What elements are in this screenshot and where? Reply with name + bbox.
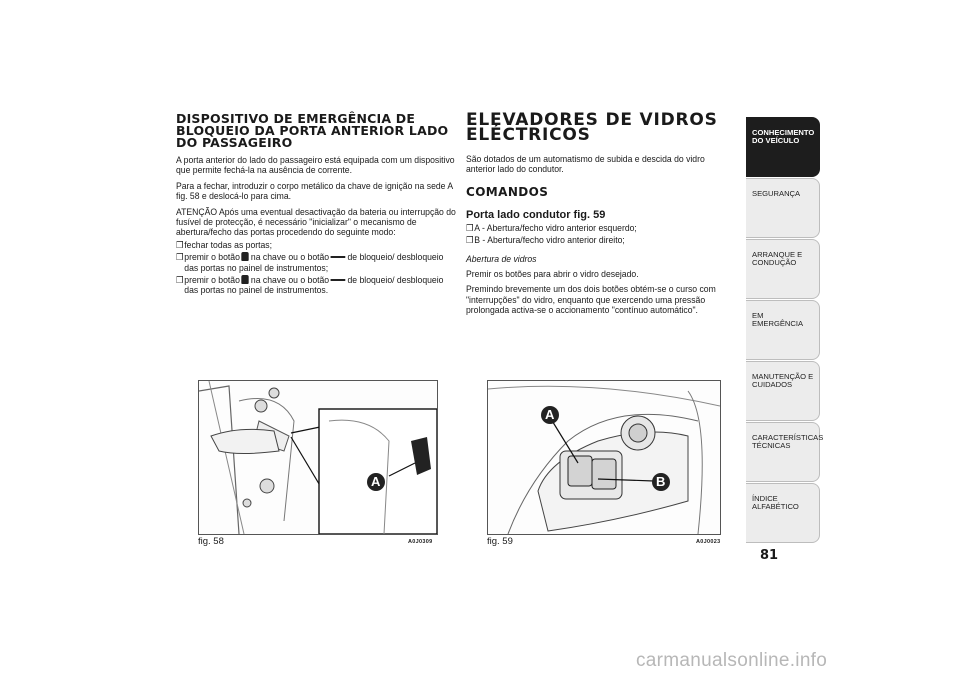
watermark: carmanualsonline.info xyxy=(636,650,828,671)
figure-59 xyxy=(487,380,721,535)
paragraph: A porta anterior do lado do passageiro está equipada com um dispositivo que permite fechá-la na ausência de corrente. xyxy=(176,154,455,176)
subsection-title-driver-door: Porta lado condutor fig. 59 xyxy=(466,208,606,221)
bullet-text: premir o botão xyxy=(184,274,240,286)
door-lock-illustration xyxy=(199,381,437,534)
italic-subheading: Abertura de vidros xyxy=(466,252,537,264)
bullet-text: premir o botão xyxy=(184,251,240,263)
bullet-glyph: ❒ xyxy=(176,275,184,286)
bullet-glyph: ❒ xyxy=(176,252,184,263)
bullet-item xyxy=(176,240,456,250)
bullet-text: fechar todas as portas; xyxy=(184,238,273,250)
callout-b-label: B xyxy=(656,474,666,489)
lock-key-icon xyxy=(242,252,249,261)
bullet-glyph: ❒ xyxy=(466,235,474,246)
tab-label: ÍNDICE ALFABÉTICO xyxy=(752,494,799,512)
figure-code: A0J0309 xyxy=(408,539,433,545)
unlock-key-icon xyxy=(242,275,249,284)
callout-a-label: A xyxy=(371,474,381,489)
tab-arranque-e-conducao[interactable] xyxy=(746,239,820,299)
page-number: 81 xyxy=(760,548,779,563)
tab-label: ARRANQUE E CONDUÇÃO xyxy=(752,250,803,268)
section-heading-power-windows: ELEVADORES DE VIDROS ELÉCTRICOS xyxy=(466,110,718,145)
bullet-item xyxy=(466,223,722,233)
tab-label: MANUTENÇÃO E CUIDADOS xyxy=(752,372,814,390)
paragraph: São dotados de um automatismo de subida e descida do vidro anterior lado do condutor. xyxy=(466,153,705,175)
paragraph: Premir os botões para abrir o vidro desejado. xyxy=(466,268,639,280)
tab-caracteristicas-tecnicas[interactable] xyxy=(746,422,824,482)
section-heading-emergency-lock: DISPOSITIVO DE EMERGÊNCIA DE BLOQUEIO DA PORTA ANTERIOR LADO DO PASSAGEIRO xyxy=(176,111,449,150)
left-column xyxy=(176,113,458,298)
paragraph: ATENÇÃO Após uma eventual desactivação da bateria ou interrupção do fusível de protecção, é necessário "inicializar" o mecanismo de abertura/fecho das portas procedendo do seguinte modo: xyxy=(176,205,456,238)
dashboard-lock-icon xyxy=(331,252,346,258)
bullet-glyph: ❒ xyxy=(466,222,474,233)
dashboard-unlock-icon xyxy=(331,275,346,281)
tab-seguranca[interactable] xyxy=(746,178,820,238)
paragraph: Premindo brevemente um dos dois botões obtém-se o curso com "interrupções" do vidro, enquanto que exercendo uma pressão prolongada activa-se o accionamento "contínuo automático". xyxy=(466,283,716,316)
callout-a-label: A xyxy=(545,407,555,422)
figure-code: A0J0023 xyxy=(696,539,721,545)
tab-manutencao-e-cuidados[interactable] xyxy=(746,361,820,421)
tab-label: SEGURANÇA xyxy=(752,189,801,198)
bullet-text: B - Abertura/fecho vidro anterior direito; xyxy=(474,234,625,246)
subsection-heading-controls: COMANDOS xyxy=(466,184,549,199)
bullet-item xyxy=(466,235,722,245)
middle-column xyxy=(466,110,724,321)
tab-label: CONHECIMENTO DO VEÍCULO xyxy=(752,128,815,146)
figure-caption: fig. 59 xyxy=(487,536,513,547)
tab-label: EM EMERGÊNCIA xyxy=(752,311,804,329)
figure-58 xyxy=(198,380,438,535)
bullet-text: de bloqueio/ desbloqueio das portas no painel de instrumentos. xyxy=(184,274,444,296)
window-switch-illustration xyxy=(488,381,720,534)
bullet-text: de bloqueio/ desbloqueio das portas no painel de instrumentos; xyxy=(184,251,444,273)
paragraph: Para a fechar, introduzir o corpo metálico da chave de ignição na sede A fig. 58 e deslocá-lo para cima. xyxy=(176,179,453,202)
tab-indice-alfabetico[interactable] xyxy=(746,483,820,543)
figure-caption: fig. 58 xyxy=(198,536,224,547)
bullet-item xyxy=(176,252,456,273)
tab-label: CARACTERÍSTICAS TÉCNICAS xyxy=(752,433,824,451)
bullet-glyph: ❒ xyxy=(176,239,184,250)
bullet-text: A - Abertura/fecho vidro anterior esquerdo; xyxy=(474,221,637,233)
bullet-text: na chave ou o botão xyxy=(250,274,330,286)
bullet-text: na chave ou o botão xyxy=(250,251,330,263)
bullet-item xyxy=(176,275,456,296)
tab-conhecimento-do-veiculo[interactable] xyxy=(746,117,820,177)
chapter-tabs xyxy=(746,117,824,544)
tab-em-emergencia[interactable] xyxy=(746,300,820,360)
